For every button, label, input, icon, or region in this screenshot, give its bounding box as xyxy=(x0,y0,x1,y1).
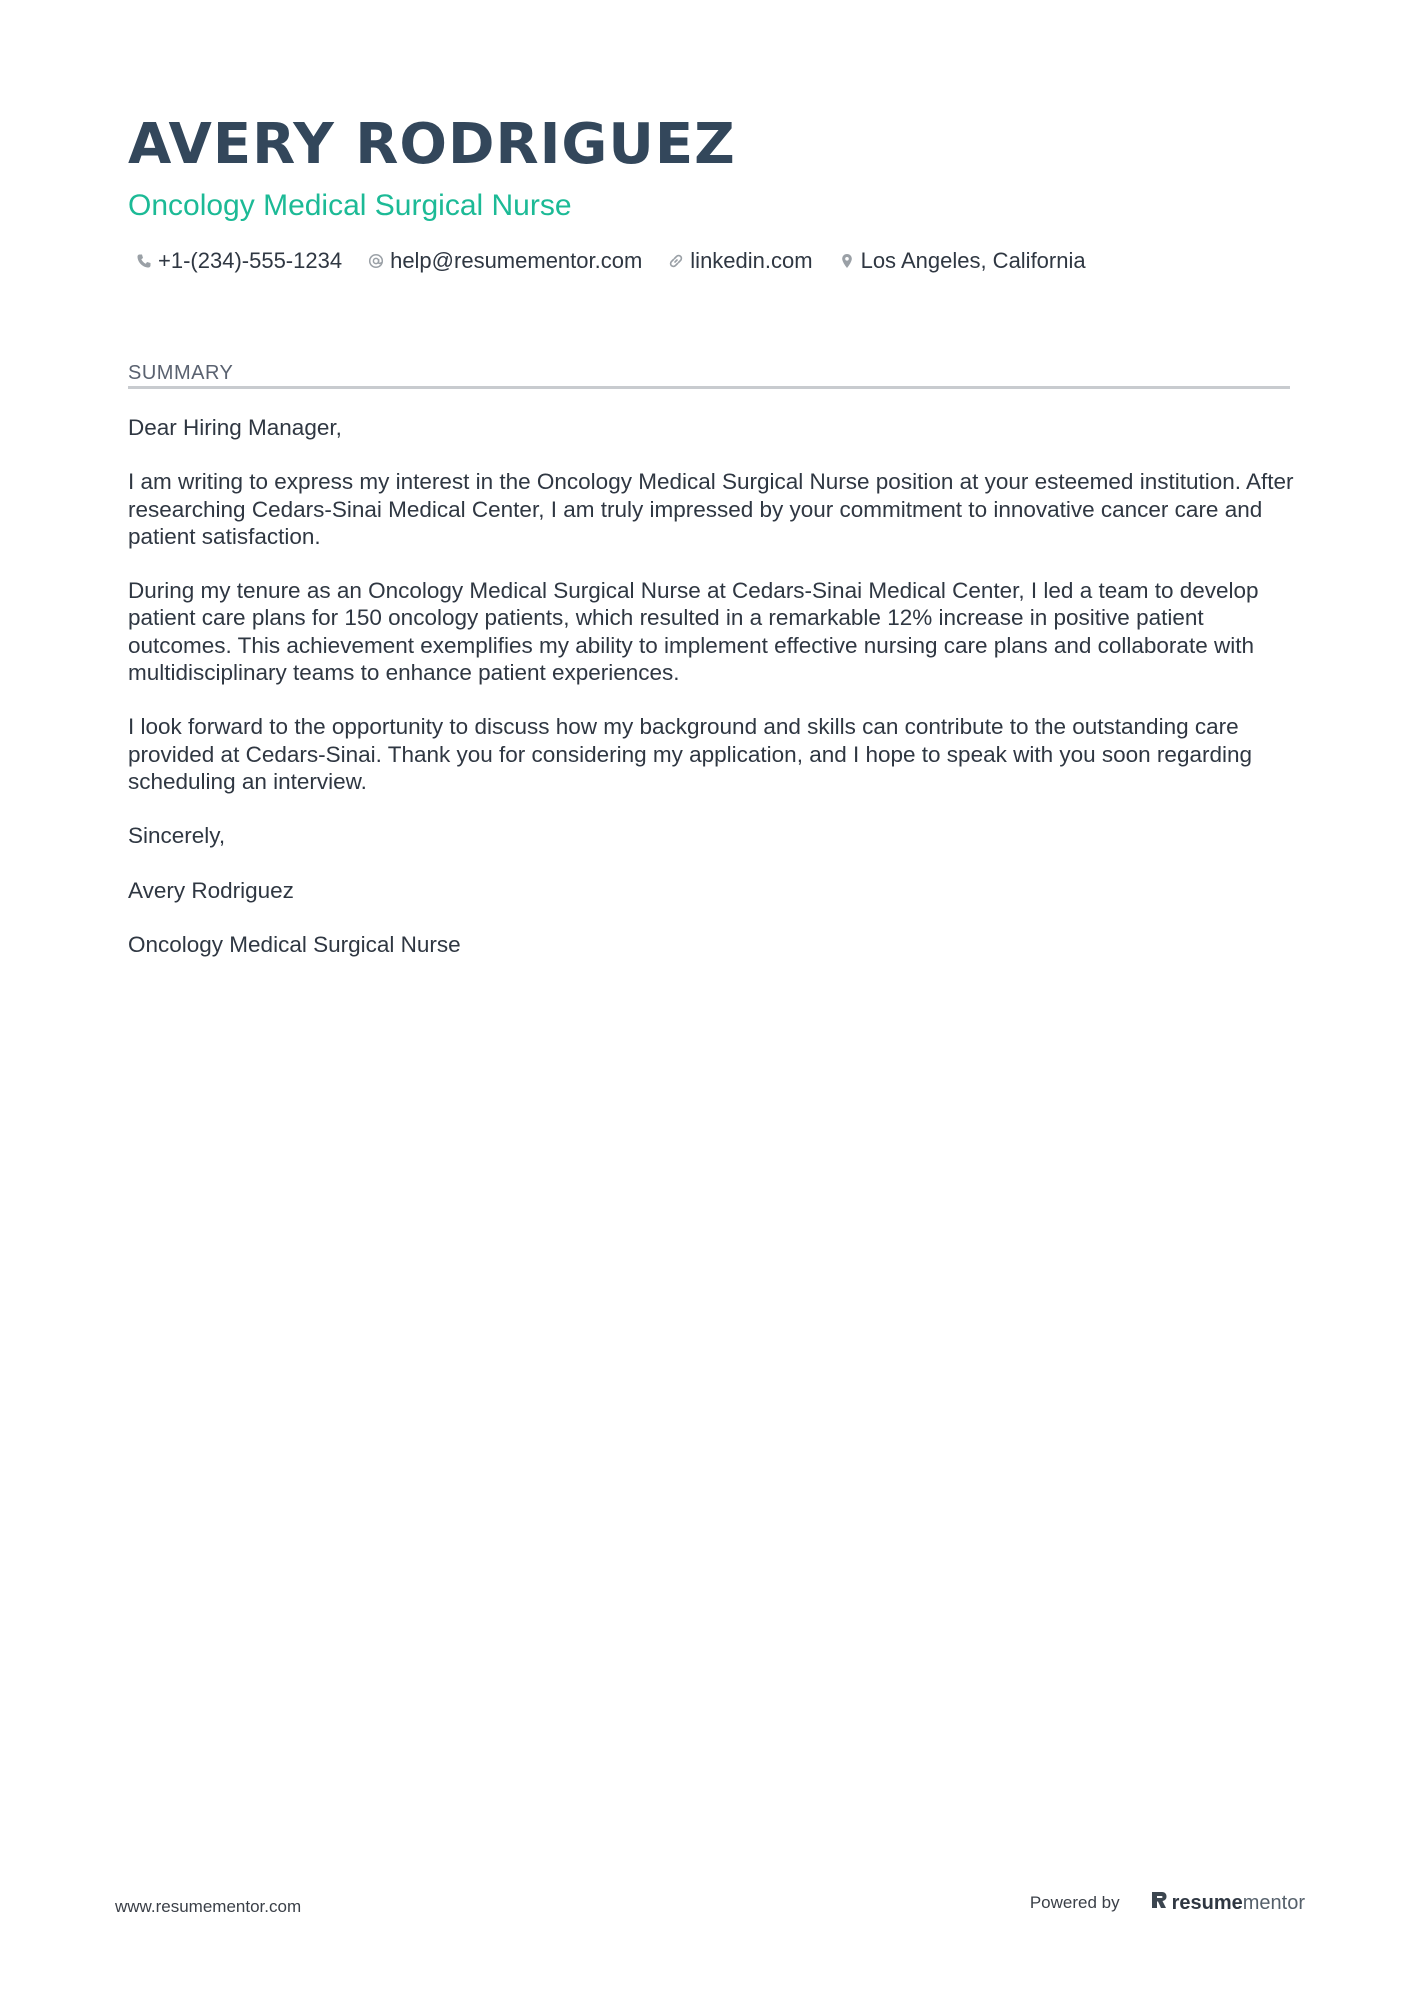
powered-by-label: Powered by xyxy=(1029,1893,1120,1912)
link-icon xyxy=(668,253,684,269)
phone-icon xyxy=(136,253,152,269)
candidate-role: Oncology Medical Surgical Nurse xyxy=(128,189,572,222)
letter-paragraph-1: I am writing to express my interest in the Oncology Medical Surgical Nurse position at your esteemed institution. After researching Cedars-Sinai Medical Center, I am truly impressed by your commitment to innovative cancer care and patient satisfaction. xyxy=(128,469,1294,549)
location-pin-icon xyxy=(839,253,855,269)
section-title-summary: SUMMARY xyxy=(128,362,234,384)
contact-location xyxy=(839,248,1086,274)
at-icon xyxy=(368,253,384,269)
email-text[interactable]: help@resumementor.com xyxy=(390,248,643,273)
signature-name: Avery Rodriguez xyxy=(128,877,294,903)
letter-paragraph-3: I look forward to the opportunity to discuss how my background and skills can contribute to the outstanding care provided at Cedars-Sinai. Thank you for considering my application, and I hope to speak with you soon regarding scheduling an interview. xyxy=(128,714,1253,794)
contact-linkedin[interactable] xyxy=(668,248,812,274)
phone-text: +1-(234)-555-1234 xyxy=(158,248,343,273)
location-text: Los Angeles, California xyxy=(860,248,1086,273)
contact-phone xyxy=(136,248,342,274)
section-divider xyxy=(128,386,1290,389)
linkedin-text[interactable]: linkedin.com xyxy=(690,248,813,273)
logo-text-bold: resume xyxy=(1171,1891,1243,1914)
resumementor-logo[interactable] xyxy=(1150,1890,1305,1916)
contact-email[interactable] xyxy=(368,248,642,274)
logo-text-light: mentor xyxy=(1242,1891,1305,1914)
candidate-name: AVERY RODRIGUEZ xyxy=(128,112,736,177)
letter-paragraph-2: During my tenure as an Oncology Medical Surgical Nurse at Cedars-Sinai Medical Center, I led a team to develop patient care plans for 150 oncology patients, which resulted in a remarkable 12% increase in positive patient outcomes. This achievement exemplifies my ability to implement effective nursing care plans and collaborate with multidisciplinary teams to enhance patient experiences. xyxy=(128,578,1259,686)
footer-branding xyxy=(1030,1890,1305,1916)
resumementor-logo-icon xyxy=(1150,1890,1168,1916)
signature-title: Oncology Medical Surgical Nurse xyxy=(128,931,461,957)
letter-body xyxy=(128,414,1296,985)
letter-closing: Sincerely, xyxy=(128,823,226,849)
letter-salutation: Dear Hiring Manager, xyxy=(128,415,342,440)
contact-bar xyxy=(136,246,1086,276)
footer-website[interactable]: www.resumementor.com xyxy=(115,1897,302,1916)
